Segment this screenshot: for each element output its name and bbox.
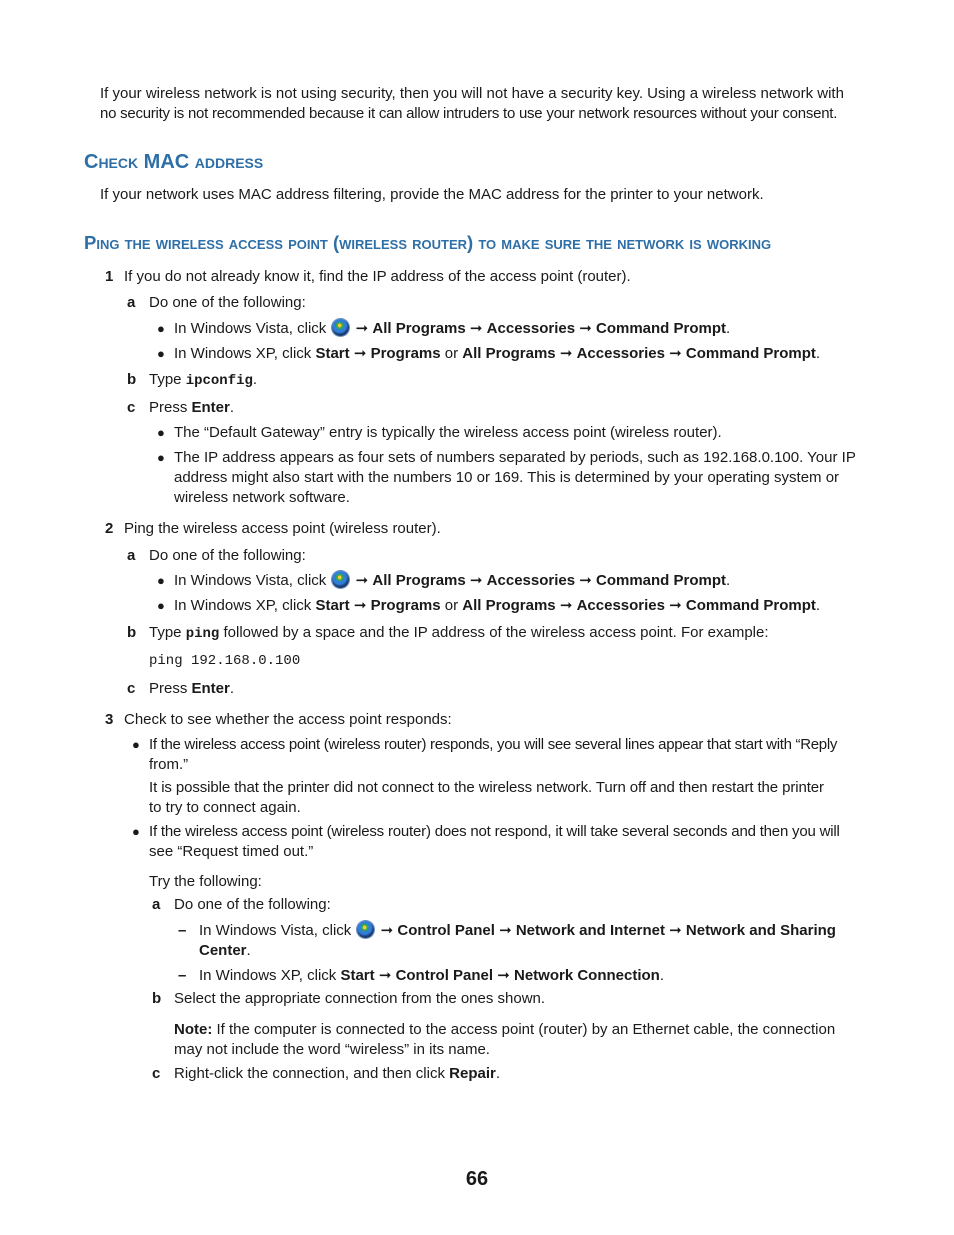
windows-start-orb-icon bbox=[332, 319, 349, 336]
step1-xp-path bbox=[174, 344, 820, 364]
timeout-bullet-line-2: see “Request timed out.” bbox=[149, 843, 314, 860]
xp-prefix: In Windows XP, click bbox=[199, 967, 337, 984]
windows-start-orb-icon bbox=[332, 571, 349, 588]
control-panel-label: Control Panel bbox=[395, 967, 494, 984]
command-prompt-label: Command Prompt bbox=[596, 572, 727, 589]
control-panel-label: Control Panel bbox=[397, 922, 495, 939]
repair-label: Repair bbox=[449, 1065, 496, 1082]
start-label: Start bbox=[315, 345, 350, 362]
press-prefix: Press bbox=[149, 399, 188, 416]
step1-b-text bbox=[149, 370, 257, 391]
enter-key-label: Enter bbox=[191, 399, 230, 416]
right-click-text: Right-click the connection, and then click bbox=[174, 1065, 445, 1082]
bullet-icon: ● bbox=[157, 598, 165, 613]
all-programs-label: All Programs bbox=[462, 597, 556, 614]
programs-label: Programs bbox=[370, 345, 441, 362]
arrow-icon: ➞ bbox=[669, 345, 682, 362]
arrow-icon: ➞ bbox=[559, 345, 573, 362]
command-prompt-label: Command Prompt bbox=[685, 597, 816, 614]
note-label: Note: bbox=[174, 1021, 213, 1038]
arrow-icon: ➞ bbox=[353, 345, 367, 362]
bullet-icon: ● bbox=[157, 450, 165, 465]
windows-start-orb-icon bbox=[357, 921, 374, 938]
substep-marker-a: a bbox=[127, 294, 136, 311]
intro-line-1: If your wireless network is not using security, then you will not have a security key. Using a wireless network with bbox=[100, 85, 844, 102]
substep-marker-a: a bbox=[152, 896, 161, 913]
period: . bbox=[659, 967, 665, 984]
bullet-icon: ● bbox=[132, 824, 140, 839]
period: . bbox=[229, 399, 235, 416]
step-number-3: 3 bbox=[105, 711, 114, 728]
arrow-icon: ➞ bbox=[579, 320, 592, 337]
arrow-icon: ➞ bbox=[355, 320, 369, 337]
command-prompt-label: Command Prompt bbox=[596, 320, 727, 337]
period: . bbox=[252, 371, 258, 388]
accessories-label: Accessories bbox=[486, 320, 576, 337]
vista-prefix: In Windows Vista, click bbox=[174, 572, 327, 589]
step2-vista-path bbox=[174, 571, 730, 591]
mac-paragraph: If your network uses MAC address filtering, provide the MAC address for the printer to your network. bbox=[100, 186, 764, 203]
bullet-icon: ● bbox=[157, 346, 165, 361]
step2-c-text bbox=[149, 679, 234, 699]
dash-marker: – bbox=[178, 922, 187, 939]
programs-label: Programs bbox=[370, 597, 441, 614]
ip-address-note-line-3: wireless network software. bbox=[174, 489, 350, 506]
arrow-icon: ➞ bbox=[499, 922, 512, 939]
network-and-sharing-label: Network and Sharing bbox=[685, 922, 836, 939]
substep-marker-b: b bbox=[152, 990, 162, 1007]
accessories-label: Accessories bbox=[576, 345, 665, 362]
accessories-label: Accessories bbox=[576, 597, 665, 614]
arrow-icon: ➞ bbox=[669, 597, 682, 614]
reply-bullet-line-1: If the wireless access point (wireless router) responds, you will see several lines appear that start with “Reply bbox=[149, 736, 838, 753]
or-text: or bbox=[444, 345, 459, 362]
period: . bbox=[815, 345, 821, 362]
command-prompt-label: Command Prompt bbox=[685, 345, 816, 362]
substep-marker-a: a bbox=[127, 547, 136, 564]
ping-code: ping bbox=[185, 626, 220, 642]
note-line-1 bbox=[174, 1020, 835, 1040]
or-text: or bbox=[444, 597, 459, 614]
network-and-internet-label: Network and Internet bbox=[515, 922, 665, 939]
step2-a-text: Do one of the following: bbox=[149, 547, 306, 564]
step3-b-text: Select the appropriate connection from the ones shown. bbox=[174, 990, 546, 1007]
step3-c-text bbox=[174, 1064, 500, 1084]
arrow-icon: ➞ bbox=[497, 967, 510, 984]
note-text-1: If the computer is connected to the access point (router) by an Ethernet cable, the connection bbox=[216, 1021, 836, 1038]
reply-bullet-line-2: from.” bbox=[149, 756, 189, 773]
ip-address-note-line-1: The IP address appears as four sets of numbers separated by periods, such as 192.168.0.100. Your IP bbox=[174, 449, 856, 466]
page-number: 66 bbox=[465, 1168, 489, 1190]
start-label: Start bbox=[315, 597, 350, 614]
period: . bbox=[246, 942, 251, 959]
bullet-icon: ● bbox=[157, 573, 165, 588]
arrow-icon: ➞ bbox=[353, 597, 367, 614]
step2-text: Ping the wireless access point (wireless router). bbox=[124, 520, 441, 537]
period: . bbox=[229, 680, 235, 697]
substep-marker-c: c bbox=[152, 1065, 161, 1082]
step3-vista-path-line-2 bbox=[199, 941, 251, 961]
network-connection-label: Network Connection bbox=[514, 967, 660, 984]
arrow-icon: ➞ bbox=[380, 922, 394, 939]
substep-marker-b: b bbox=[127, 371, 137, 388]
xp-prefix: In Windows XP, click bbox=[174, 345, 312, 362]
try-following-text: Try the following: bbox=[149, 873, 262, 890]
arrow-icon: ➞ bbox=[378, 967, 392, 984]
ip-address-note-line-2: address might also start with the numbers 10 or 169. This is determined by your operating system or bbox=[174, 469, 840, 486]
arrow-icon: ➞ bbox=[469, 572, 483, 589]
step3-vista-path-line-1 bbox=[199, 921, 836, 941]
step-number-2: 2 bbox=[105, 520, 114, 537]
accessories-label: Accessories bbox=[486, 572, 576, 589]
step1-c-text bbox=[149, 398, 234, 418]
default-gateway-note: The “Default Gateway” entry is typically the wireless access point (wireless router). bbox=[174, 424, 722, 441]
arrow-icon: ➞ bbox=[559, 597, 573, 614]
step3-text: Check to see whether the access point responds: bbox=[124, 711, 452, 728]
bullet-icon: ● bbox=[132, 737, 140, 752]
section-heading-ping: Ping the wireless access point (wireless router) to make sure the network is working bbox=[84, 232, 772, 253]
substep-marker-b: b bbox=[127, 624, 137, 641]
step1-text: If you do not already know it, find the IP address of the access point (router). bbox=[124, 268, 631, 285]
period: . bbox=[726, 320, 731, 337]
ping-example-code: ping 192.168.0.100 bbox=[149, 653, 301, 669]
all-programs-label: All Programs bbox=[372, 320, 466, 337]
arrow-icon: ➞ bbox=[579, 572, 592, 589]
step3-xp-path bbox=[199, 966, 664, 986]
step-number-1: 1 bbox=[105, 268, 114, 285]
enter-key-label: Enter bbox=[191, 680, 230, 697]
all-programs-label: All Programs bbox=[372, 572, 466, 589]
dash-marker: – bbox=[178, 967, 187, 984]
substep-marker-c: c bbox=[127, 399, 136, 416]
vista-prefix: In Windows Vista, click bbox=[174, 320, 327, 337]
center-label: Center bbox=[199, 942, 247, 959]
step3-a-text: Do one of the following: bbox=[174, 896, 331, 913]
intro-line-2: no security is not recommended because it can allow intruders to use your network resources without your consent. bbox=[100, 105, 838, 122]
bullet-icon: ● bbox=[157, 321, 165, 336]
section-heading-check-mac: Check MAC address bbox=[84, 151, 264, 173]
period: . bbox=[495, 1065, 501, 1082]
ipconfig-code: ipconfig bbox=[185, 373, 253, 389]
vista-prefix: In Windows Vista, click bbox=[199, 922, 352, 939]
press-prefix: Press bbox=[149, 680, 188, 697]
note-line-2: may not include the word “wireless” in its name. bbox=[174, 1041, 490, 1058]
period: . bbox=[815, 597, 821, 614]
step2-b-text bbox=[149, 623, 769, 644]
all-programs-label: All Programs bbox=[462, 345, 556, 362]
ping-instructions: followed by a space and the IP address of the wireless access point. For example: bbox=[223, 624, 769, 641]
reply-note-line-2: to try to connect again. bbox=[149, 799, 301, 816]
xp-prefix: In Windows XP, click bbox=[174, 597, 312, 614]
substep-marker-c: c bbox=[127, 680, 136, 697]
bullet-icon: ● bbox=[157, 425, 165, 440]
reply-note-line-1: It is possible that the printer did not connect to the wireless network. Turn off and then restart the printer bbox=[149, 779, 824, 796]
step1-a-text: Do one of the following: bbox=[149, 294, 306, 311]
step2-xp-path bbox=[174, 596, 820, 616]
arrow-icon: ➞ bbox=[355, 572, 369, 589]
type-prefix: Type bbox=[149, 371, 182, 388]
arrow-icon: ➞ bbox=[669, 922, 682, 939]
start-label: Start bbox=[340, 967, 375, 984]
step1-vista-path bbox=[174, 319, 730, 339]
period: . bbox=[726, 572, 731, 589]
timeout-bullet-line-1: If the wireless access point (wireless router) does not respond, it will take several seconds and then you will bbox=[149, 823, 840, 840]
type-prefix: Type bbox=[149, 624, 182, 641]
arrow-icon: ➞ bbox=[469, 320, 483, 337]
